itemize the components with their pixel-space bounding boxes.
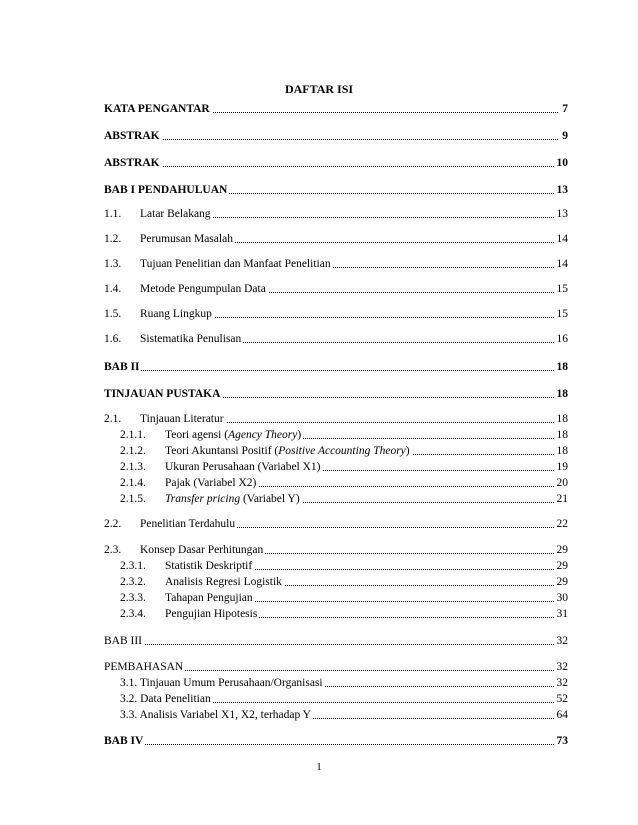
toc-entry-title: BAB IV xyxy=(104,735,144,747)
toc-entry xyxy=(0,427,638,443)
toc-entry-page: 18 xyxy=(556,429,568,441)
toc-leader-dots xyxy=(104,644,558,645)
toc-entry xyxy=(0,459,638,475)
toc-entry-page: 32 xyxy=(556,677,568,689)
toc-entry-number: 2.1.4. xyxy=(120,477,146,489)
toc-entry-title-part: Teori agensi ( xyxy=(165,429,229,441)
toc-entry-title xyxy=(165,491,302,507)
toc-entry-number: 2.1.3. xyxy=(120,461,146,473)
toc-entry-number: 2.3.1. xyxy=(120,560,146,572)
toc-entry xyxy=(0,590,638,606)
toc-entry xyxy=(0,606,638,622)
toc-entry-number: 2.3.3. xyxy=(120,592,146,604)
toc-entry xyxy=(0,182,638,198)
toc-entry-page: 52 xyxy=(556,693,568,705)
toc-entry-page: 18 xyxy=(556,445,568,457)
toc-entry-title xyxy=(165,443,412,459)
toc-leader-dots xyxy=(104,370,558,371)
toc-entry-number: 2.1.1. xyxy=(120,429,146,441)
toc-entry xyxy=(0,633,638,649)
toc-entry-title: Tujuan Penelitian dan Manfaat Penelitian xyxy=(140,258,331,270)
toc-entry-title: PEMBAHASAN xyxy=(104,661,184,673)
toc-entry xyxy=(0,659,638,675)
toc-entry-page: 13 xyxy=(556,184,568,196)
toc-entry xyxy=(0,691,638,707)
toc-entry-page: 32 xyxy=(556,635,568,647)
toc-entry-title-part: ) xyxy=(405,445,410,457)
toc-entry-page: 64 xyxy=(556,709,568,721)
toc-entry xyxy=(0,231,638,247)
toc-entry-page: 29 xyxy=(556,576,568,588)
toc-entry xyxy=(0,411,638,427)
toc-entry xyxy=(0,707,638,723)
toc-entry-number: 1.6. xyxy=(104,333,122,345)
toc-entry-number: 1.3. xyxy=(104,258,122,270)
toc-entry-number: 2.3.2. xyxy=(120,576,146,588)
toc-entry-title: ABSTRAK xyxy=(104,130,160,142)
toc-entry xyxy=(0,331,638,347)
toc-entry-title-part: (Variabel Y) xyxy=(240,493,300,505)
toc-entry-title: Pajak (Variabel X2) xyxy=(165,477,257,489)
toc-entry-page: 9 xyxy=(562,130,568,142)
toc-leader-dots xyxy=(104,166,558,167)
toc-entry-title: 3.3. Analisis Variabel X1, X2, terhadap Y xyxy=(120,709,311,721)
toc-entry-title-part: Agency Theory xyxy=(228,429,298,441)
toc-entry-page: 31 xyxy=(556,608,568,620)
toc-entry xyxy=(0,491,638,507)
toc-entry-title: Ukuran Perusahaan (Variabel X1) xyxy=(165,461,321,473)
toc-entry-number: 1.2. xyxy=(104,233,122,245)
toc-entry-title: ABSTRAK xyxy=(104,157,160,169)
toc-entry-title: Statistik Deskriptif xyxy=(165,560,253,572)
toc-entry-title: Latar Belakang xyxy=(140,208,211,220)
toc-entry-page: 10 xyxy=(556,157,568,169)
toc-entry-title: 3.1. Tinjauan Umum Perusahaan/Organisasi xyxy=(120,677,323,689)
toc-entry xyxy=(0,306,638,322)
toc-entry xyxy=(0,558,638,574)
toc-entry-page: 14 xyxy=(556,233,568,245)
toc-entry-title: Tinjauan Literatur xyxy=(140,413,224,425)
toc-entry-page: 30 xyxy=(556,592,568,604)
toc-entry xyxy=(0,675,638,691)
toc-entry-page: 29 xyxy=(556,560,568,572)
toc-entry-title-part: Positive Accounting Theory xyxy=(278,445,406,457)
toc-entry-title: BAB I PENDAHULUAN xyxy=(104,184,228,196)
toc-entry-title-part: Transfer pricing xyxy=(165,493,241,505)
toc-entry-number: 2.1. xyxy=(104,413,122,425)
toc-entry-title: 3.2. Data Penelitian xyxy=(120,693,211,705)
toc-entry-title: Sistematika Penulisan xyxy=(140,333,242,345)
toc-entry-page: 15 xyxy=(556,283,568,295)
toc-entry-page: 18 xyxy=(556,361,568,373)
toc-entry-number: 1.1. xyxy=(104,208,122,220)
toc-entry-number: 1.4. xyxy=(104,283,122,295)
toc-entry-page: 20 xyxy=(556,477,568,489)
toc-entry xyxy=(0,542,638,558)
toc-entry-title-part: ) xyxy=(297,429,302,441)
page-number: 1 xyxy=(316,761,322,773)
toc-leader-dots xyxy=(104,139,558,140)
toc-entry-page: 32 xyxy=(556,661,568,673)
toc-entry-page: 29 xyxy=(556,544,568,556)
toc-entry-number: 2.3. xyxy=(104,544,122,556)
toc-entry-title: Tahapan Pengujian xyxy=(165,592,253,604)
toc-entry xyxy=(0,281,638,297)
toc-entry-page: 73 xyxy=(556,735,568,747)
toc-entry xyxy=(0,574,638,590)
toc-entry xyxy=(0,475,638,491)
toc-entry-page: 15 xyxy=(556,308,568,320)
toc-entry-page: 18 xyxy=(556,388,568,400)
toc-entry xyxy=(0,155,638,171)
toc-entry-page: 21 xyxy=(556,493,568,505)
toc-entry xyxy=(0,101,638,117)
toc-entry-title: Penelitian Terdahulu xyxy=(140,518,236,530)
toc-leader-dots xyxy=(104,744,558,745)
toc-entry-title: Konsep Dasar Perhitungan xyxy=(140,544,264,556)
toc-entry-page: 14 xyxy=(556,258,568,270)
toc-entry-title: BAB III xyxy=(104,635,143,647)
toc-entry-title: KATA PENGANTAR xyxy=(104,103,210,115)
toc-entry-title xyxy=(165,427,303,443)
toc-entry-title: Analisis Regresi Logistik xyxy=(165,576,282,588)
toc-entry-number: 2.2. xyxy=(104,518,122,530)
toc-entry-number: 2.1.2. xyxy=(120,445,146,457)
toc-entry xyxy=(0,206,638,222)
toc-entry-page: 16 xyxy=(556,333,568,345)
toc-entry-page: 18 xyxy=(556,413,568,425)
toc-entry-page: 7 xyxy=(562,103,568,115)
toc-entry-title: Pengujian Hipotesis xyxy=(165,608,258,620)
toc-entry-title: Metode Pengumpulan Data xyxy=(140,283,266,295)
toc-entry-number: 2.3.4. xyxy=(120,608,146,620)
toc-entry xyxy=(0,128,638,144)
toc-entry-title: Ruang Lingkup xyxy=(140,308,212,320)
toc-entry-title-part: Teori Akuntansi Positif ( xyxy=(165,445,279,457)
toc-entry-page: 22 xyxy=(556,518,568,530)
toc-entry-page: 19 xyxy=(556,461,568,473)
toc-entry xyxy=(0,359,638,375)
toc-entry xyxy=(0,386,638,402)
toc-entry-title: BAB II xyxy=(104,361,140,373)
toc-entry-title: TINJAUAN PUSTAKA xyxy=(104,388,221,400)
toc-entry xyxy=(0,516,638,532)
toc-entry xyxy=(0,256,638,272)
page-title: DAFTAR ISI xyxy=(284,82,354,96)
toc-entry xyxy=(0,443,638,459)
toc-entry-number: 1.5. xyxy=(104,308,122,320)
toc-entry-title: Perumusan Masalah xyxy=(140,233,233,245)
toc-entry-page: 13 xyxy=(556,208,568,220)
toc-entry-number: 2.1.5. xyxy=(120,493,146,505)
toc-entry xyxy=(0,733,638,749)
